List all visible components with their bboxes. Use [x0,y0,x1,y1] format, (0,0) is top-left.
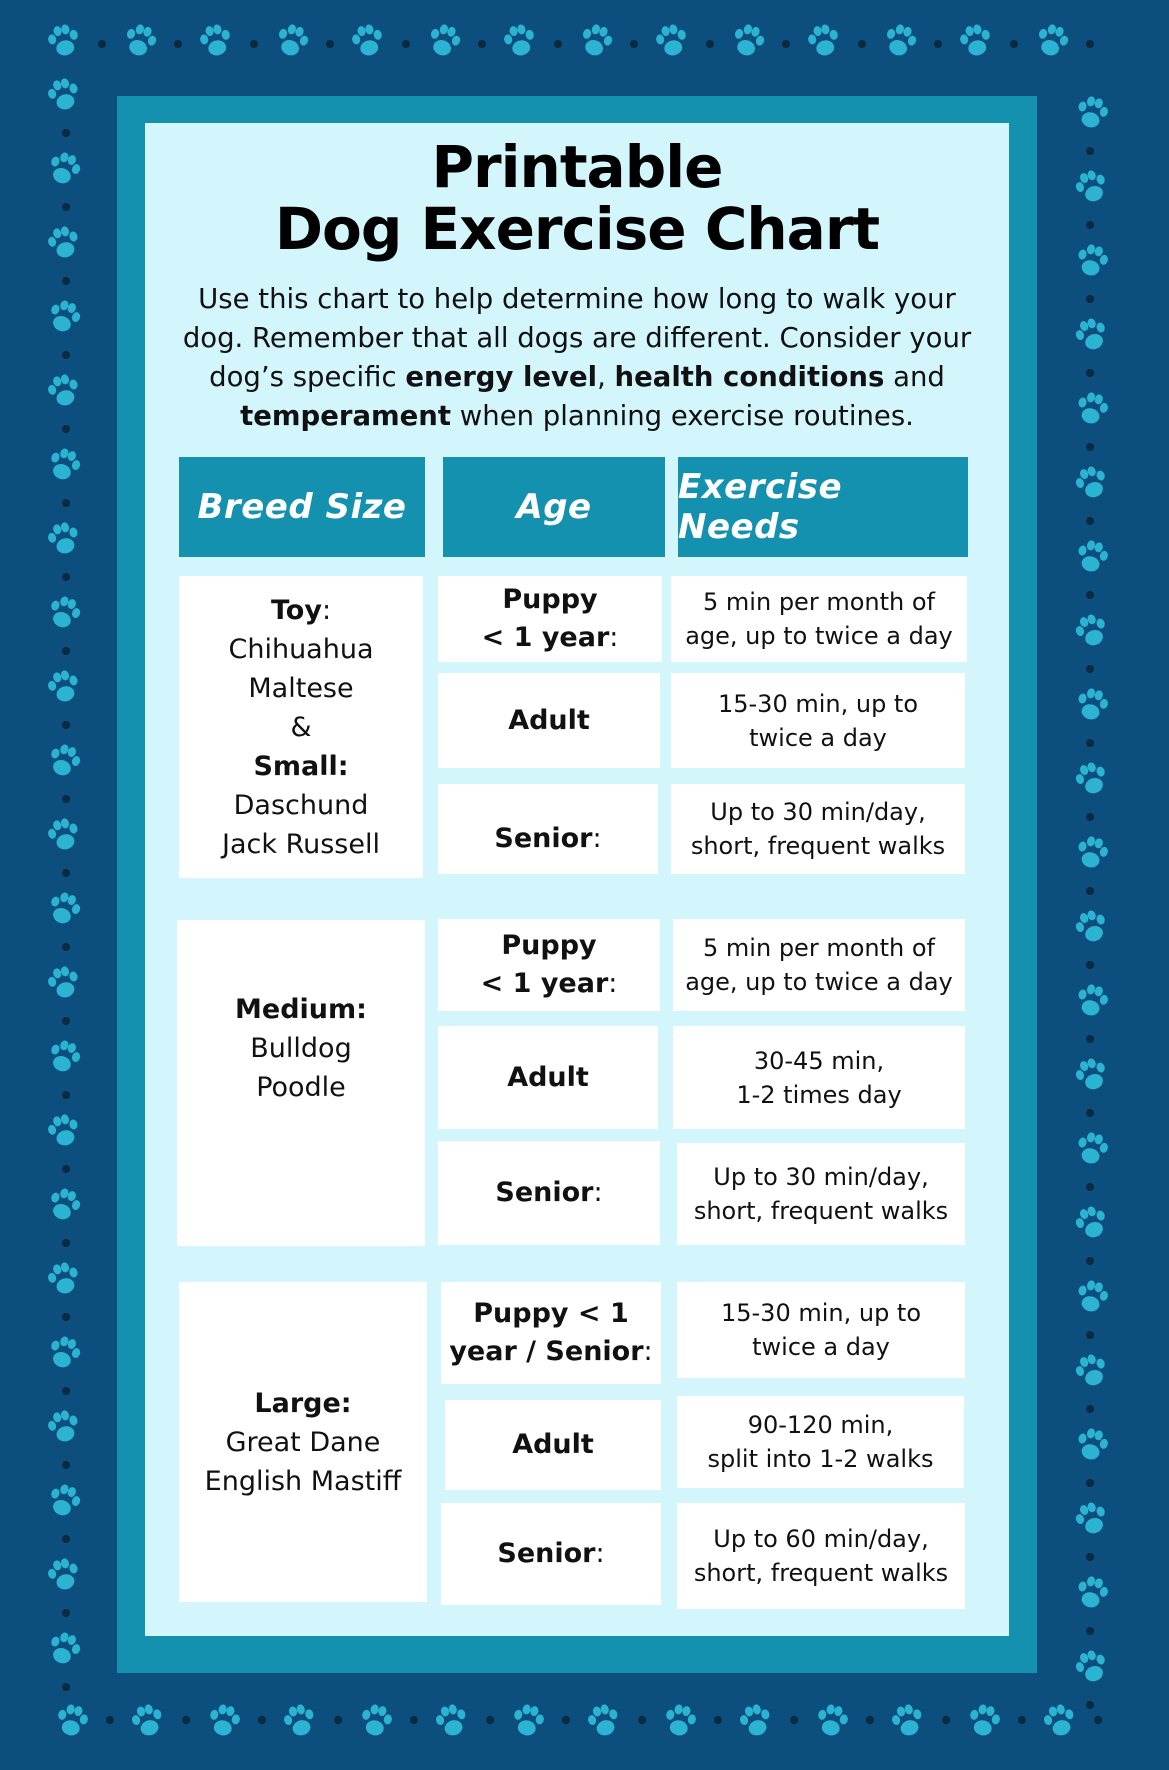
paw-print-icon [1072,611,1111,650]
dot-icon [1018,1716,1026,1724]
paw-print-icon [578,21,616,59]
breed-name: Jack Russell [222,828,380,860]
dot-icon [62,1535,70,1543]
dot-icon [62,795,70,803]
paw-print-icon [45,520,81,557]
paw-print-icon [654,22,690,58]
breed-name: Daschund [233,789,369,821]
paw-print-icon [274,21,312,59]
dot-icon [1086,1405,1094,1413]
dot-icon [62,647,70,655]
paw-print-icon [45,1556,81,1593]
intro-part-1: Use this chart to help determine how long to walk your dog. Remember that all dogs are different. Consider your dog’s specific [182,283,972,393]
dot-icon [562,1716,570,1724]
needs-line-1: 90-120 min, [747,1411,894,1439]
paw-print-icon [45,372,81,409]
needs-line-1: 15-30 min, up to [717,689,919,718]
needs-line-1: 30-45 min, [753,1046,885,1075]
paw-print-icon [45,1408,81,1445]
paw-print-icon [585,1702,622,1739]
paw-print-icon [737,1702,774,1739]
header-age: Age [443,457,665,557]
paw-print-icon [1074,242,1110,279]
dot-icon [250,40,258,48]
dot-icon [62,1683,70,1691]
dot-icon [942,1716,950,1724]
breed-label-medium: Medium: [235,994,367,1025]
paw-print-icon [129,1702,166,1739]
paw-print-icon [45,889,84,928]
age-line-1: Adult [507,1061,589,1093]
paw-print-icon [281,1702,318,1739]
paw-print-icon [815,1702,851,1738]
needs-cell [671,576,967,662]
title-line-1: Printable [431,133,723,201]
intro-bold-temperament: temperament [240,400,452,432]
needs-line-2: short, frequent walks [693,1197,949,1225]
paw-print-icon [958,22,994,58]
paw-print-icon [45,445,84,484]
breed-name: English Mastiff [204,1465,402,1497]
paw-print-icon [1072,167,1111,206]
age-suffix: : [595,1538,605,1569]
breed-name: Maltese [248,672,354,704]
paw-print-icon [350,22,386,58]
age-cell-senior [441,1503,661,1605]
page-title [145,133,1009,263]
age-suffix: : [608,968,618,999]
paw-print-icon [1034,21,1072,59]
paw-print-icon [122,21,160,59]
breed-label-small: Small: [253,750,349,782]
dot-icon [1086,1183,1094,1191]
paw-print-icon [55,1702,91,1738]
dot-icon [1010,40,1018,48]
dot-icon [258,1716,266,1724]
paw-print-icon [1072,1055,1111,1094]
dot-icon [1086,221,1094,229]
paw-print-icon [426,21,464,59]
paw-print-icon [1072,1351,1111,1390]
dot-icon [1086,739,1094,747]
paw-print-icon [207,1702,243,1738]
dot-icon [1086,1035,1094,1043]
dot-icon [1086,887,1094,895]
age-cell-senior [438,1141,660,1245]
paw-print-icon [1072,907,1111,946]
intro-part-4: when planning exercise routines. [451,400,914,432]
paw-print-icon [663,1702,699,1738]
needs-cell [677,1143,965,1245]
dot-icon [62,1609,70,1617]
dot-icon [62,573,70,581]
paw-print-icon [45,297,84,336]
dot-icon [62,869,70,877]
dot-icon [714,1716,722,1724]
paw-print-icon [45,816,81,853]
age-line-2: year / Senior [449,1336,644,1367]
paw-print-icon [359,1702,395,1738]
age-cell-adult [445,1400,661,1490]
dot-icon [62,351,70,359]
dot-icon [1086,147,1094,155]
paw-print-icon [1074,686,1110,723]
paw-print-icon [730,21,768,59]
paw-print-icon [45,1333,84,1372]
breed-label-toy: Toy [270,594,322,626]
needs-line-2: twice a day [749,723,887,752]
paw-print-icon [45,741,84,780]
age-line-1: Senior [495,1177,594,1208]
dot-icon [934,40,942,48]
age-line-1: Puppy < 1 [473,1298,629,1329]
paw-print-icon [1074,982,1110,1019]
paw-print-icon [1072,759,1111,798]
dot-icon [1086,1627,1094,1635]
needs-line-1: 5 min per month of [703,934,935,962]
paw-print-icon [511,1702,547,1738]
dot-icon [62,203,70,211]
dot-icon [402,40,410,48]
age-cell-puppy [438,576,662,662]
paw-print-icon [1072,315,1111,354]
dot-icon [62,1461,70,1469]
age-suffix: : [593,1177,603,1208]
intro-text [175,280,979,436]
dot-icon [1086,1257,1094,1265]
paw-print-icon [1074,94,1110,131]
needs-line-2: split into 1-2 walks [707,1445,934,1473]
dot-icon [62,1165,70,1173]
breed-name: Poodle [256,1072,346,1103]
paw-print-icon [1072,1647,1111,1686]
needs-line-1: Up to 30 min/day, [713,1163,929,1191]
dot-icon [782,40,790,48]
title-line-2: Dog Exercise Chart [274,195,880,263]
intro-bold-energy: energy level [405,361,598,393]
paw-print-icon [45,76,81,113]
age-cell-senior [438,784,658,874]
dot-icon [1086,591,1094,599]
paw-print-icon [45,149,84,188]
dot-icon [554,40,562,48]
dot-icon [1086,40,1094,48]
age-cell-adult [438,673,660,768]
needs-line-2: age, up to twice a day [685,968,953,996]
dot-icon [1094,1716,1102,1724]
dot-icon [1086,295,1094,303]
breed-name: Chihuahua [228,633,374,665]
age-line-2: < 1 year [480,968,609,999]
paw-print-icon [1074,538,1110,575]
paw-print-icon [502,22,538,58]
dot-icon [706,40,714,48]
needs-line-1: 5 min per month of [703,588,935,616]
age-suffix: : [643,1336,653,1367]
paw-print-icon [1074,1426,1110,1463]
paw-print-icon [45,224,81,261]
age-line-1: Adult [508,704,590,736]
dot-icon [486,1716,494,1724]
dot-icon [1086,813,1094,821]
paw-print-icon [1074,834,1110,871]
intro-part-3: and [884,361,945,393]
dot-icon [1086,517,1094,525]
needs-line-2: 1-2 times day [736,1080,902,1109]
needs-line-1: Up to 60 min/day, [713,1525,929,1553]
paw-print-icon [45,668,81,705]
dot-icon [478,40,486,48]
paw-print-icon [1072,463,1111,502]
paw-print-icon [45,1037,84,1076]
dot-icon [62,1387,70,1395]
age-suffix: : [609,622,619,653]
paw-print-icon [1074,390,1110,427]
breed-name: Great Dane [225,1426,381,1458]
dot-icon [630,40,638,48]
needs-line-2: age, up to twice a day [685,622,953,650]
paw-print-icon [967,1702,1003,1738]
dot-icon [1086,1701,1094,1709]
paw-print-icon [46,22,82,58]
dot-icon [1086,1479,1094,1487]
dot-icon [106,1716,114,1724]
dot-icon [174,40,182,48]
dot-icon [866,1716,874,1724]
needs-cell [677,1282,965,1378]
dot-icon [62,1313,70,1321]
needs-cell [673,919,965,1011]
breed-cell-medium [177,920,425,1246]
dot-icon [1086,1109,1094,1117]
breed-label-large: Large: [254,1387,352,1419]
needs-line-2: short, frequent walks [690,832,946,860]
dot-icon [1086,665,1094,673]
needs-line-2: twice a day [752,1333,890,1361]
paw-print-icon [1074,1130,1110,1167]
age-line-1: Adult [512,1429,594,1460]
dot-icon [1086,369,1094,377]
needs-line-2: short, frequent walks [693,1559,949,1587]
paw-print-icon [1041,1702,1078,1739]
dot-icon [62,721,70,729]
dot-icon [410,1716,418,1724]
paw-print-icon [45,1185,84,1224]
needs-cell [677,1503,965,1609]
paw-print-icon [45,1481,84,1520]
dot-icon [334,1716,342,1724]
age-cell-puppy-senior [441,1282,661,1384]
dot-icon [62,499,70,507]
header-breed-size: Breed Size [179,457,425,557]
paw-print-icon [1074,1574,1110,1611]
age-line-1: Senior [494,823,593,854]
intro-part-2: , [597,361,615,393]
breed-name: Bulldog [250,1033,352,1064]
paw-print-icon [45,964,81,1001]
paw-print-icon [889,1702,926,1739]
needs-cell [673,1026,965,1129]
dot-icon [182,1716,190,1724]
paw-print-icon [198,22,234,58]
needs-line-1: 15-30 min, up to [720,1299,922,1327]
age-line-1: Puppy [501,930,597,961]
dot-icon [62,277,70,285]
dot-icon [98,40,106,48]
dot-icon [1086,443,1094,451]
needs-cell [671,673,965,768]
breed-cell-large [179,1282,427,1602]
dot-icon [62,943,70,951]
age-line-2: < 1 year [481,622,610,653]
dot-icon [326,40,334,48]
paw-print-icon [1072,1203,1111,1242]
dot-icon [790,1716,798,1724]
age-line-1: Puppy [502,584,598,615]
dot-icon [1086,961,1094,969]
age-cell-puppy [438,919,660,1011]
dot-icon [62,129,70,137]
age-line-1: Senior [497,1538,596,1569]
paw-print-icon [45,1629,84,1668]
paw-print-icon [882,21,920,59]
needs-cell [677,1396,964,1488]
intro-bold-health: health conditions [614,361,885,393]
age-suffix: : [592,823,602,854]
dot-icon [62,425,70,433]
paw-print-icon [1072,1499,1111,1538]
paw-print-icon [433,1702,470,1739]
dot-icon [1086,1331,1094,1339]
needs-cell [671,784,965,874]
dot-icon [62,1091,70,1099]
dot-icon [858,40,866,48]
dot-icon [62,1017,70,1025]
paw-print-icon [45,1112,81,1149]
dot-icon [638,1716,646,1724]
breed-label-toy-suffix: : [321,594,332,626]
needs-line-1: Up to 30 min/day, [710,798,926,826]
paw-print-icon [45,1260,81,1297]
header-exercise-needs: Exercise Needs [678,457,968,557]
age-cell-adult [438,1026,658,1129]
breed-joiner: & [290,711,312,743]
paw-print-icon [45,593,84,632]
paw-print-icon [1074,1278,1110,1315]
breed-cell-toy-small [179,576,423,878]
dot-icon [1086,1553,1094,1561]
paw-print-icon [806,22,842,58]
dot-icon [62,1239,70,1247]
